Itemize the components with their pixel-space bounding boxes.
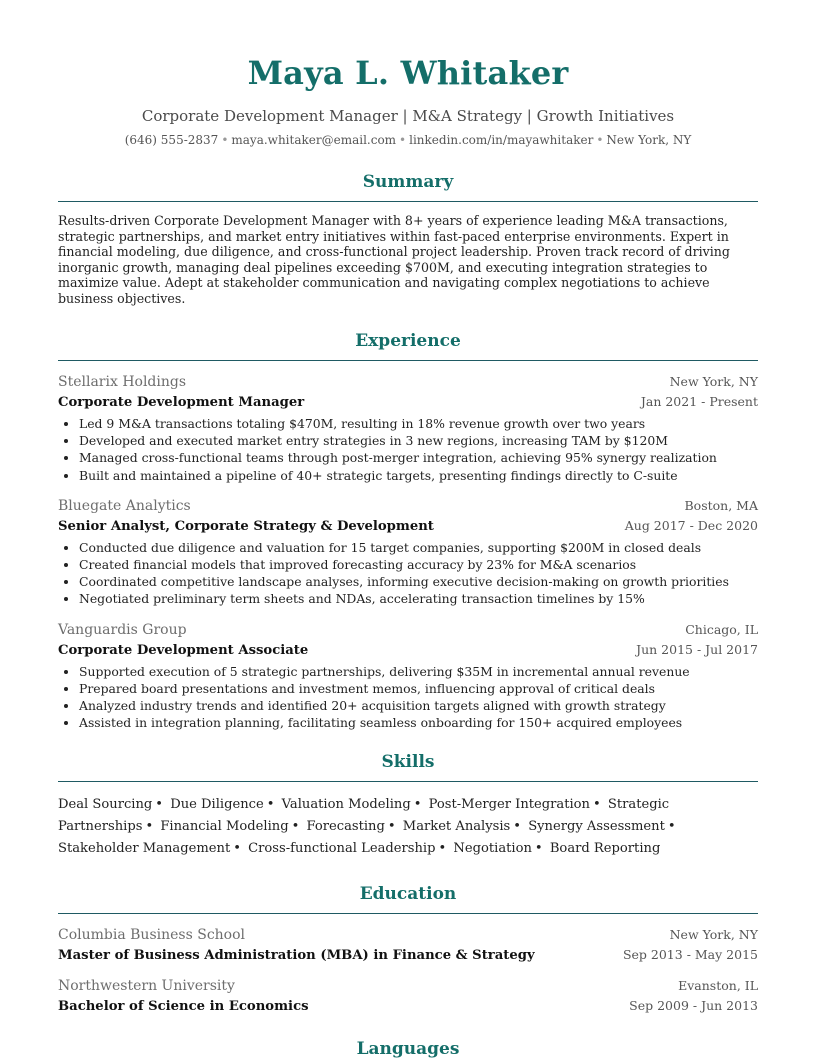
job-location: Boston, MA [684,497,758,513]
skill-item: Due Diligence [170,797,264,813]
education-dates: Sep 2009 - Jun 2013 [629,998,758,1014]
education-entry [58,978,758,1014]
section-title-skills: Skills [381,752,435,773]
skill-item: Synergy Assessment [528,819,665,835]
section-divider [58,201,758,202]
skill-separator: • [592,797,601,813]
skill-item: Cross-functional Leadership [248,840,436,856]
company-name: Vanguardis Group [58,621,187,638]
degree: Master of Business Administration (MBA) in Finance & Strategy [58,948,535,964]
skill-item: Financial Modeling [160,819,289,835]
company-name: Stellarix Holdings [58,374,187,390]
list-item: • Led 9 M&A transactions totaling $470M, resulting in 18% revenue growth over two years [79,415,758,432]
contact-line [58,131,758,149]
job-location: Chicago, IL [685,621,758,637]
job-dates: Jun 2015 - Jul 2017 [636,641,758,657]
location: New York, NY [606,133,692,147]
degree: Bachelor of Science in Economics [58,999,309,1015]
list-item: • Assisted in integration planning, facilitating seamless onboarding for 150+ acquired employees [79,714,758,731]
skill-separator: • [291,819,300,835]
skill-separator: • [266,797,275,813]
list-item: • Supported execution of 5 strategic partnerships, delivering $35M in incremental annual revenue [79,663,758,680]
section-divider [58,781,758,782]
section-title-languages: Languages [356,1039,460,1060]
skill-item: Stakeholder Management [58,840,231,856]
job-bullets [58,415,758,484]
education-dates: Sep 2013 - May 2015 [622,947,758,963]
skill-separator: • [413,797,422,813]
section-title-education: Education [359,884,457,905]
job-title: Corporate Development Associate [58,642,309,658]
job-location: New York, NY [669,374,758,389]
skill-item: Negotiation [453,840,532,856]
skill-item: Market Analysis [402,819,511,835]
job-title: Corporate Development Manager [58,395,305,410]
summary-text: Results-driven Corporate Development Manager with 8+ years of experience leading M&A transactions, strategic partnerships, and market entry initiatives within fast-paced enterprise environments. Expert in financial modeling, due diligence, and cross-functional project leadership. Proven track record of driving inorganic growth, managing deal pipelines exceeding $700M, and executing integration strategies to maximize value. Adept at stakeholder communication and navigating complex negotiations to achieve business objectives. [58,213,730,306]
summary-section [58,171,758,306]
skills-list [58,794,758,859]
list-item: • Prepared board presentations and investment memos, influencing approval of critical deals [79,680,758,697]
job-bullets [58,663,758,732]
linkedin-url: linkedin.com/in/mayawhitaker [409,133,594,147]
section-divider [58,913,758,914]
skill-separator: • [438,840,447,856]
skill-separator: • [233,840,241,856]
skill-separator: • [534,840,543,856]
section-title-experience: Experience [355,331,461,351]
experience-entry [58,374,758,484]
list-item: • Built and maintained a pipeline of 40+ strategic targets, presenting findings directly to C-suite [79,467,758,484]
skill-separator: • [513,819,522,835]
education-section [58,883,758,1014]
skill-item: Deal Sourcing [58,797,153,813]
experience-entry [58,498,758,608]
school-location: New York, NY [669,927,758,943]
headline: Corporate Development Manager | M&A Strategy | Growth Initiatives [141,107,675,125]
list-item: • Created financial models that improved forecasting accuracy by 23% for M&A scenarios [79,556,758,573]
section-divider [58,360,758,361]
skill-separator: • [387,819,396,835]
contact-separator: • [399,133,407,147]
phone: (646) 555-2837 [124,133,219,147]
experience-section [58,330,758,731]
school-name: Columbia Business School [58,927,246,944]
candidate-name: Maya L. Whitaker [247,54,569,92]
contact-separator: • [221,133,229,147]
skill-separator: • [145,819,154,835]
contact-separator: • [596,133,604,147]
job-bullets [58,539,758,608]
school-location: Evanston, IL [678,978,758,994]
school-name: Northwestern University [58,978,235,995]
section-title-summary: Summary [362,172,454,192]
skill-item: Board Reporting [549,840,661,856]
skill-item: Forecasting [306,819,385,835]
list-item: • Negotiated preliminary term sheets and NDAs, accelerating transaction timelines by 15% [79,590,758,607]
list-item: • Conducted due diligence and valuation for 15 target companies, supporting $200M in closed deals [79,539,758,556]
education-entry [58,927,758,963]
skill-item: Valuation Modeling [281,797,411,813]
email: maya.whitaker@email.com [231,133,397,147]
job-dates: Aug 2017 - Dec 2020 [624,517,758,533]
skill-item: Post-Merger Integration [428,797,590,813]
resume-page [58,0,758,1060]
experience-entry [58,622,758,732]
list-item: • Managed cross-functional teams through post-merger integration, achieving 95% synergy realization [79,449,758,466]
list-item: • Developed and executed market entry strategies in 3 new regions, increasing TAM by $120M [79,432,758,449]
list-item: • Coordinated competitive landscape analyses, informing executive decision-making on growth priorities [79,573,758,590]
job-title: Senior Analyst, Corporate Strategy & Development [58,518,434,534]
skills-section [58,751,758,859]
company-name: Bluegate Analytics [58,497,191,514]
list-item: • Analyzed industry trends and identified 20+ acquisition targets aligned with growth strategy [79,697,758,714]
skill-item: Strategic Partnerships [58,797,670,835]
skill-separator: • [155,797,164,813]
resume-header [58,52,758,149]
job-dates: Jan 2021 - Present [640,394,758,409]
languages-section [58,1038,758,1060]
skill-separator: • [667,819,676,835]
